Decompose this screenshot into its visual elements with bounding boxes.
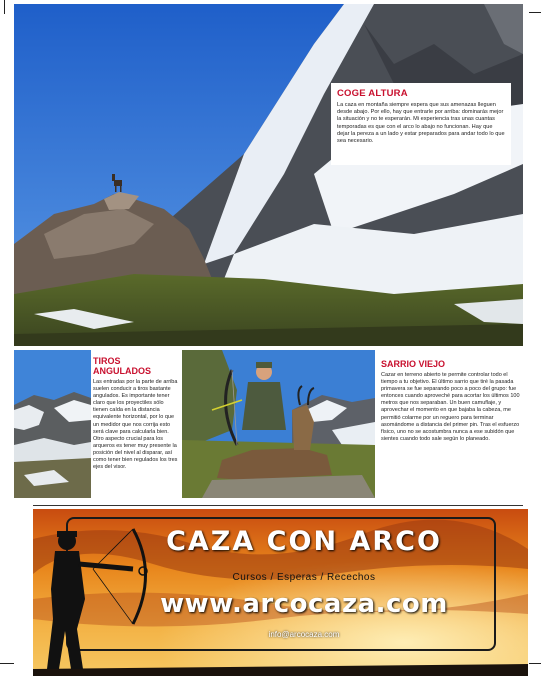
ad-title: CAZA CON ARCO — [166, 526, 442, 557]
section-sarrio-viejo — [381, 359, 524, 443]
photo-snowy-peaks — [14, 350, 91, 498]
ad-email-link[interactable]: info@arcocaza.com — [268, 630, 340, 639]
crop-mark-bottom-left — [0, 663, 14, 664]
crop-mark-bottom-right — [529, 663, 541, 664]
crop-mark-top-left — [4, 0, 5, 14]
advertisement-arcocaza[interactable] — [33, 509, 528, 676]
section-title: SARRIO VIEJO — [381, 359, 446, 369]
section-tiros-angulados — [93, 356, 179, 471]
section-body: Las entradas por la parte de arriba suelen conducir a tiros bastante angulados. Es importante tener claro que los proyectiles sólo tienen caída en la distancia equivalente horizontal, por lo que un medidor que nos corrija esto será clave para calcularla bien. Otro aspecto crucial para los arqueros es tener muy presente la posición del nivel al disparar, así como tener bien regulados los tres ejes del visor. — [93, 379, 178, 471]
photo-hunter-with-chamois — [182, 350, 375, 498]
section-title: COGE ALTURA — [337, 88, 408, 99]
section-body: La caza en montaña siempre espera que sus amenazas lleguen desde abajo. Por ello, hay que entrarle por arriba: dominarás mejor la situación y no te esperarán. Mi experiencia tras unas cuantas temporadas es que con el arco lo abajo no funcionan. Hay que dejar la pereza a un lado y estar preparados para andar todo lo que sea necesario. — [337, 102, 505, 145]
section-coge-altura — [331, 83, 511, 165]
hero-photo-mountain — [14, 4, 523, 346]
section-title: TIROS ANGULADOS — [93, 356, 151, 376]
section-body: Cazar en terreno abierto te permite controlar todo el tiempo a tu objetivo. El último sarrio que tiré la pasada primavera se fue separando poco a poco del grupo: fue entonces cuando aproveché para acortar los últimos 100 metros que nos separaban. Un buen camuflaje, y aprovechar el momento en que bajaba la cabeza, me permitió colarme por un reguero para terminar asomándome a distancia del primer pin. Tras el esfuerzo físico, uno no se acostumbra nunca a ese subidón que sientes cuando todo sale según lo planeado. — [381, 372, 520, 442]
ad-subtitle: Cursos / Esperas / Recechos — [232, 572, 376, 583]
divider-line — [33, 505, 523, 506]
crop-mark-top-right — [529, 12, 541, 13]
ad-website-link[interactable]: www.arcocaza.com — [160, 589, 448, 619]
